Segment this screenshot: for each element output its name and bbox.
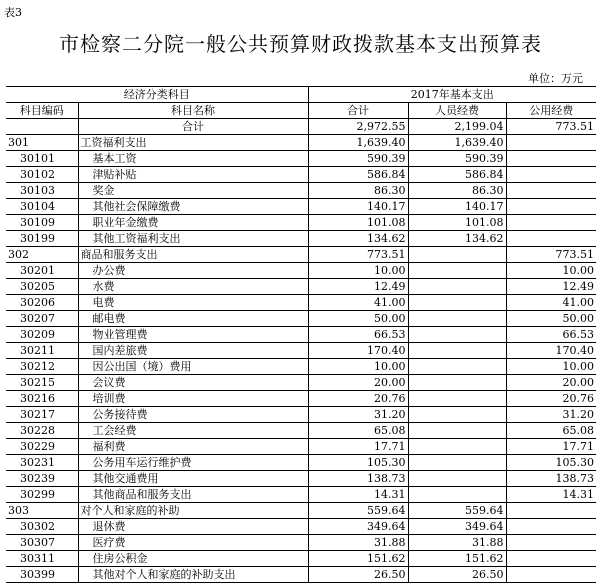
- row-public: [506, 551, 596, 567]
- row-name: 国内差旅费: [78, 343, 308, 359]
- row-code: 303: [6, 503, 78, 519]
- row-total: 101.08: [308, 215, 408, 231]
- budget-table: [6, 86, 596, 583]
- totals-label: 合计: [78, 119, 308, 135]
- header-personnel: 人员经费: [408, 103, 506, 119]
- row-name: 其他交通费用: [78, 471, 308, 487]
- row-total: 590.39: [308, 151, 408, 167]
- row-total: 349.64: [308, 519, 408, 535]
- row-personnel: [408, 263, 506, 279]
- row-code: 30216: [6, 391, 78, 407]
- table-row: [6, 247, 596, 263]
- table-row: [6, 519, 596, 535]
- row-personnel: [408, 423, 506, 439]
- row-code: 30302: [6, 519, 78, 535]
- header-code: 科目编码: [6, 103, 78, 119]
- row-code: 30239: [6, 471, 78, 487]
- row-code: 30102: [6, 167, 78, 183]
- row-public: [506, 231, 596, 247]
- header-group-row: [6, 87, 596, 103]
- row-code: 30206: [6, 295, 78, 311]
- table-row: [6, 199, 596, 215]
- row-code: 30212: [6, 359, 78, 375]
- row-total: 26.50: [308, 567, 408, 583]
- table-row: [6, 423, 596, 439]
- table-row: [6, 551, 596, 567]
- row-personnel: [408, 487, 506, 503]
- table-row: [6, 535, 596, 551]
- header-total: 合计: [308, 103, 408, 119]
- row-code: 30209: [6, 327, 78, 343]
- row-total: 151.62: [308, 551, 408, 567]
- row-total: 31.88: [308, 535, 408, 551]
- row-name: 其他商品和服务支出: [78, 487, 308, 503]
- row-total: 66.53: [308, 327, 408, 343]
- table-row: [6, 279, 596, 295]
- row-total: 1,639.40: [308, 135, 408, 151]
- row-public: [506, 199, 596, 215]
- row-personnel: 134.62: [408, 231, 506, 247]
- row-name: 水费: [78, 279, 308, 295]
- row-public: 105.30: [506, 455, 596, 471]
- row-name: 商品和服务支出: [78, 247, 308, 263]
- row-name: 奖金: [78, 183, 308, 199]
- row-personnel: 26.50: [408, 567, 506, 583]
- table-row: [6, 327, 596, 343]
- table-row: [6, 567, 596, 583]
- row-code: 30103: [6, 183, 78, 199]
- row-public: [506, 535, 596, 551]
- row-name: 对个人和家庭的补助: [78, 503, 308, 519]
- row-code: 30211: [6, 343, 78, 359]
- row-name: 公务用车运行维护费: [78, 455, 308, 471]
- header-name: 科目名称: [78, 103, 308, 119]
- row-total: 31.20: [308, 407, 408, 423]
- table-row: [6, 263, 596, 279]
- row-name: 公务接待费: [78, 407, 308, 423]
- row-total: 105.30: [308, 455, 408, 471]
- row-total: 10.00: [308, 359, 408, 375]
- row-personnel: 140.17: [408, 199, 506, 215]
- row-name: 工会经费: [78, 423, 308, 439]
- table-row: [6, 359, 596, 375]
- table-row: [6, 151, 596, 167]
- row-total: 586.84: [308, 167, 408, 183]
- row-total: 65.08: [308, 423, 408, 439]
- row-total: 20.76: [308, 391, 408, 407]
- row-public: 20.00: [506, 375, 596, 391]
- totals-public: 773.51: [506, 119, 596, 135]
- row-personnel: [408, 407, 506, 423]
- row-name: 基本工资: [78, 151, 308, 167]
- row-public: 170.40: [506, 343, 596, 359]
- row-total: 773.51: [308, 247, 408, 263]
- row-code: 301: [6, 135, 78, 151]
- row-code: 30215: [6, 375, 78, 391]
- row-total: 134.62: [308, 231, 408, 247]
- table-row: [6, 439, 596, 455]
- row-personnel: [408, 343, 506, 359]
- row-personnel: 151.62: [408, 551, 506, 567]
- row-code: 30228: [6, 423, 78, 439]
- row-name: 办公费: [78, 263, 308, 279]
- row-code: 30217: [6, 407, 78, 423]
- row-public: [506, 135, 596, 151]
- row-name: 医疗费: [78, 535, 308, 551]
- row-total: 14.31: [308, 487, 408, 503]
- row-public: [506, 215, 596, 231]
- row-name: 住房公积金: [78, 551, 308, 567]
- table-row: [6, 503, 596, 519]
- row-name: 工资福利支出: [78, 135, 308, 151]
- unit-label: 单位：万元: [528, 72, 583, 85]
- row-total: 86.30: [308, 183, 408, 199]
- row-code: 30199: [6, 231, 78, 247]
- row-total: 50.00: [308, 311, 408, 327]
- table-row: [6, 407, 596, 423]
- row-code: 30104: [6, 199, 78, 215]
- row-public: [506, 183, 596, 199]
- row-public: [506, 167, 596, 183]
- row-name: 津贴补贴: [78, 167, 308, 183]
- row-name: 其他社会保障缴费: [78, 199, 308, 215]
- table-row: [6, 455, 596, 471]
- row-public: 10.00: [506, 263, 596, 279]
- row-code: 30399: [6, 567, 78, 583]
- row-total: 20.00: [308, 375, 408, 391]
- row-public: 66.53: [506, 327, 596, 343]
- row-public: [506, 519, 596, 535]
- row-total: 138.73: [308, 471, 408, 487]
- row-public: [506, 151, 596, 167]
- row-code: 30109: [6, 215, 78, 231]
- row-personnel: [408, 327, 506, 343]
- totals-code: [6, 119, 78, 135]
- row-name: 物业管理费: [78, 327, 308, 343]
- table-row: [6, 295, 596, 311]
- row-personnel: 1,639.40: [408, 135, 506, 151]
- row-personnel: 101.08: [408, 215, 506, 231]
- row-name: 福利费: [78, 439, 308, 455]
- row-code: 30207: [6, 311, 78, 327]
- row-public: 14.31: [506, 487, 596, 503]
- table-row: [6, 231, 596, 247]
- row-name: 因公出国（境）费用: [78, 359, 308, 375]
- row-public: 773.51: [506, 247, 596, 263]
- row-total: 10.00: [308, 263, 408, 279]
- row-total: 170.40: [308, 343, 408, 359]
- table-row: [6, 375, 596, 391]
- row-public: 12.49: [506, 279, 596, 295]
- row-name: 退休费: [78, 519, 308, 535]
- row-personnel: 559.64: [408, 503, 506, 519]
- table-number: 表3: [4, 6, 22, 19]
- row-personnel: 590.39: [408, 151, 506, 167]
- row-name: 会议费: [78, 375, 308, 391]
- row-name: 其他对个人和家庭的补助支出: [78, 567, 308, 583]
- row-code: 30205: [6, 279, 78, 295]
- row-total: 17.71: [308, 439, 408, 455]
- row-public: 20.76: [506, 391, 596, 407]
- row-personnel: [408, 295, 506, 311]
- row-code: 30299: [6, 487, 78, 503]
- row-name: 其他工资福利支出: [78, 231, 308, 247]
- row-public: 17.71: [506, 439, 596, 455]
- row-public: 31.20: [506, 407, 596, 423]
- totals-row: [6, 119, 596, 135]
- row-personnel: 86.30: [408, 183, 506, 199]
- table-row: [6, 135, 596, 151]
- header-column-row: [6, 103, 596, 119]
- table-row: [6, 391, 596, 407]
- row-name: 职业年金缴费: [78, 215, 308, 231]
- totals-personnel: 2,199.04: [408, 119, 506, 135]
- row-personnel: [408, 375, 506, 391]
- row-personnel: [408, 439, 506, 455]
- table-row: [6, 215, 596, 231]
- row-code: 302: [6, 247, 78, 263]
- row-name: 邮电费: [78, 311, 308, 327]
- row-name: 电费: [78, 295, 308, 311]
- row-public: [506, 567, 596, 583]
- row-public: 65.08: [506, 423, 596, 439]
- row-code: 30231: [6, 455, 78, 471]
- row-personnel: [408, 247, 506, 263]
- table-row: [6, 167, 596, 183]
- row-personnel: [408, 279, 506, 295]
- row-total: 559.64: [308, 503, 408, 519]
- row-code: 30229: [6, 439, 78, 455]
- row-name: 培训费: [78, 391, 308, 407]
- header-2017-basic-expenditure: 2017年基本支出: [308, 87, 596, 103]
- row-public: 41.00: [506, 295, 596, 311]
- table-row: [6, 311, 596, 327]
- row-total: 140.17: [308, 199, 408, 215]
- row-code: 30101: [6, 151, 78, 167]
- row-public: 138.73: [506, 471, 596, 487]
- table-row: [6, 343, 596, 359]
- table-row: [6, 183, 596, 199]
- row-code: 30307: [6, 535, 78, 551]
- row-public: 10.00: [506, 359, 596, 375]
- row-public: [506, 503, 596, 519]
- row-total: 12.49: [308, 279, 408, 295]
- row-personnel: [408, 391, 506, 407]
- row-code: 30201: [6, 263, 78, 279]
- row-personnel: [408, 471, 506, 487]
- row-personnel: [408, 311, 506, 327]
- table-row: [6, 471, 596, 487]
- table-row: [6, 487, 596, 503]
- header-public: 公用经费: [506, 103, 596, 119]
- row-personnel: [408, 359, 506, 375]
- row-public: 50.00: [506, 311, 596, 327]
- row-code: 30311: [6, 551, 78, 567]
- row-personnel: 586.84: [408, 167, 506, 183]
- row-total: 41.00: [308, 295, 408, 311]
- row-personnel: 31.88: [408, 535, 506, 551]
- row-personnel: 349.64: [408, 519, 506, 535]
- page-title: 市检察二分院一般公共预算财政拨款基本支出预算表: [59, 32, 542, 56]
- row-personnel: [408, 455, 506, 471]
- header-econ-classification: 经济分类科目: [6, 87, 308, 103]
- totals-total: 2,972.55: [308, 119, 408, 135]
